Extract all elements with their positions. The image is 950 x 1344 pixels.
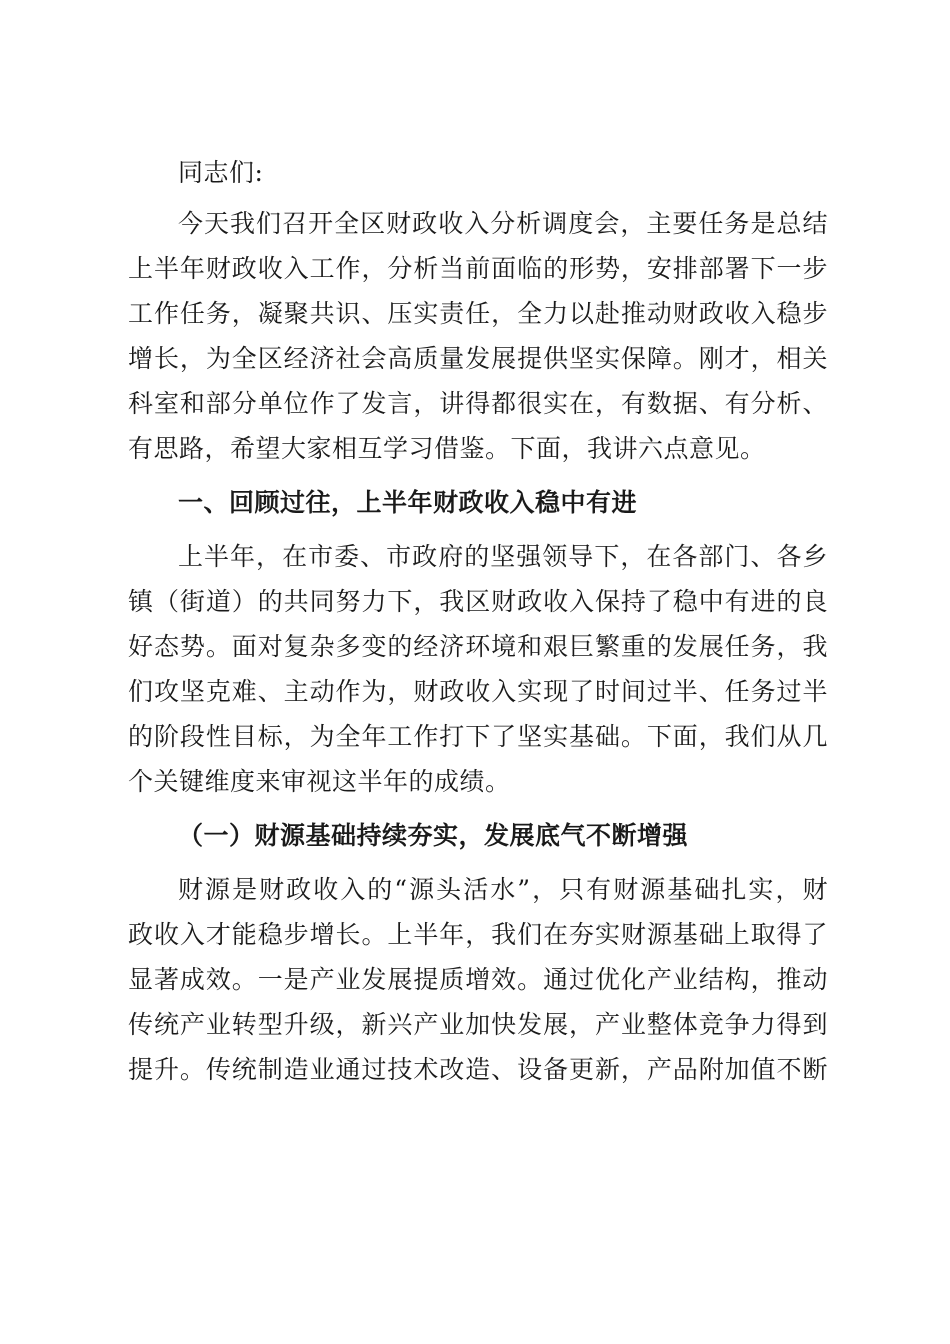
intro-line: 有思路，希望大家相互学习借鉴。下面，我讲六点意见。 [128, 434, 766, 463]
section2-line: 政收入才能稳步增长。上半年，我们在夯实财源基础上取得了 [128, 920, 828, 949]
intro-line: 工作任务，凝聚共识、压实责任，全力以赴推动财政收入稳步 [128, 299, 828, 328]
section1-line: 镇（街道）的共同努力下，我区财政收入保持了稳中有进的良 [128, 587, 828, 616]
section2-line: 传统产业转型升级，新兴产业加快发展，产业整体竞争力得到 [128, 1010, 828, 1039]
section1-paragraph [128, 534, 828, 804]
section2-line: 显著成效。一是产业发展提质增效。通过优化产业结构，推动 [128, 965, 828, 994]
document-page [128, 150, 828, 1101]
salutation: 同志们: [178, 158, 264, 187]
section1-line: 的阶段性目标，为全年工作打下了坚实基础。下面，我们从几 [128, 722, 828, 751]
section-heading-1: 一、回顾过往，上半年财政收入稳中有进 [178, 488, 638, 517]
section1-line: 个关键维度来审视这半年的成绩。 [128, 767, 511, 796]
intro-line: 今天我们召开全区财政收入分析调度会，主要任务是总结 [178, 209, 828, 238]
section2-paragraph [128, 867, 828, 1092]
section1-line: 好态势。面对复杂多变的经济环境和艰巨繁重的发展任务，我 [128, 632, 828, 661]
section2-line: 财源是财政收入的“源头活水”，只有财源基础扎实，财 [178, 875, 828, 904]
subsection-heading-1: （一）财源基础持续夯实，发展底气不断增强 [178, 821, 689, 850]
intro-line: 增长，为全区经济社会高质量发展提供坚实保障。刚才，相关 [128, 344, 828, 373]
intro-line: 上半年财政收入工作，分析当前面临的形势，安排部署下一步 [128, 254, 828, 283]
section2-line: 提升。传统制造业通过技术改造、设备更新，产品附加值不断 [128, 1055, 828, 1084]
section1-line: 们攻坚克难、主动作为，财政收入实现了时间过半、任务过半 [128, 677, 828, 706]
section1-line: 上半年，在市委、市政府的坚强领导下，在各部门、各乡 [178, 542, 828, 571]
intro-line: 科室和部分单位作了发言，讲得都很实在，有数据、有分析、 [128, 389, 828, 418]
intro-paragraph [128, 201, 828, 471]
